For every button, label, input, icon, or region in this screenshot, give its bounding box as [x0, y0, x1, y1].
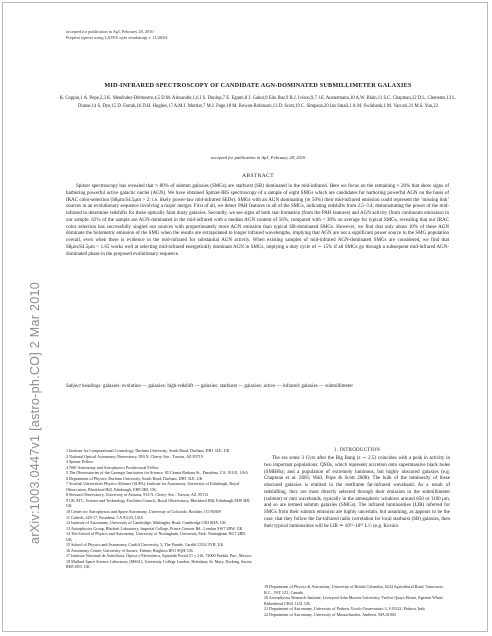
page-frame [2, 2, 488, 632]
footnote: 22 Department of Astronomy, University of Massachusetts, Amherst, MA 01003 [264, 611, 396, 617]
footnote: 20 Astrophysics Research Institute, Liverpool John Moores University, Twelve Quays House, Egerton Wharf, Birkenhead CH41 1LD, UK [264, 595, 444, 606]
header-line-1: accepted for publication in ApJ, February 28, 2010 [66, 29, 154, 34]
preprint-header [66, 29, 167, 41]
footnote: 7 Scottish Universities Physics Alliance (SUPA), Institute for Astronomy, University of Edinburgh, Royal Observatory, Blackford Hill, Edinburgh, EH9 3HJ, UK [66, 481, 240, 492]
footnote: 3 Spitzer Fellow [66, 459, 94, 465]
author-list: K. Coppin,1 A. Pope,2,3 K. Menéndez-Delmestre,4,5 D.M. Alexander,1,6 J.S. Dunlop,7 E. Egami,8 J. Gabor,8 Edo Ibar,9 R.J. Ivison,9,7 J.E. Austermann,10 A.W. Blain,11 S.C. Chapman,12 D.L. Clements,13 L. Dunne,14 S. Dye,15 D. Farrah,16 D.H. Hughes,17 A.M.J. Mortier,7 M.J. Page,18 M. Rowan-Robinson,13 D. Scott,19 C. Simpson,20 Ian Smail,1 A.M. Swinbank,1 M. Vaccari,21 M.S. Yun,22 [59, 96, 457, 110]
acceptance-note: accepted for publication in ApJ, February 28, 2010 [210, 155, 306, 160]
footnote: 8 Steward Observatory, University of Arizona, 933 N. Cherry Ave., Tucson, AZ, 85721 [66, 492, 209, 498]
footnote: 12 Institute of Astronomy, University of Cambridge, Madingley Road, Cambridge CB3 0HA, UK [66, 520, 227, 526]
paper-title: MID-INFRARED SPECTROSCOPY OF CANDIDATE AGN-DOMINATED SUBMILLIMETER GALAXIES [104, 82, 412, 89]
footnote: 2 National Optical Astronomy Observatory, 950 N. Cherry Ave., Tucson, AZ 85719 [66, 453, 203, 459]
footnote: 18 Mullard Space Science Laboratory (MSSL), University College London, Holmbury St. Mary, Dorking, Surrey RH5 6NT, UK [66, 558, 252, 570]
abstract-heading: ABSTRACT [242, 173, 274, 179]
abstract-text: Spitzer spectroscopy has revealed that ≈ 80% of submm galaxies (SMGs) are starburst (SB) dominated in the mid-infrared. Here we focus on the remaining ≈ 20% that show signs of harboring powerful active galactic nuclei (AGN). We have obtained Spitzer-IRS spectroscopy of a sample of eight SMGs which are candidates for harboring powerful AGN on the basis of IRAC color-selection (S8μm/S4.5μm > 2; i.e. likely power-law mid-infrared SEDs). SMGs with an AGN dominating (≳ 50%) their mid-infrared emission could represent the ‘missing link’ sources in an evolutionary sequence involving a major merger. First of all, we detect PAH features in all of the SMGs, indicating redshifts from 2.5–3.4, demonstrating the power of the mid-infrared to determine redshifts for these optically faint dusty galaxies. Secondly, we see signs of both star-formation (from the PAH features) and AGN activity (from continuum emission) in our sample: 62% of the sample are AGN-dominated in the mid-infrared with a median AGN content of 56%, compared with < 30% on average for typical SMGs, revealing that our IRAC color selection has successfully singled out sources with proportionately more AGN emission than typical SB-dominated SMGs. However, we find that only about 10% of these AGN dominate the bolometric emission of the SMG when the results are extrapolated to longer infrared wavelengths, implying that AGN are not a significant power source to the SMG population overall, even when there is evidence in the mid-infrared for substantial AGN activity. When existing samples of mid-infrared AGN-dominated SMGs are considered, we find that S8μm/S4.5μm > 1.65 works well at selecting mid-infrared energetically dominant AGN in SMGs, implying a duty cycle of ∼ 15% if all SMGs go through a subsequent mid-infrared AGN-dominated phase in the proposed evolutionary sequence. [66, 184, 449, 257]
footnote: 11 Caltech, 249-17, Pasadena, CA 91125, USA [66, 514, 144, 520]
subject-headings [66, 384, 449, 391]
footnote: 14 The School of Physics and Astronomy, University of Nottingham, University Park, Nottingham NG7 2RD, UK [66, 531, 247, 542]
footnote: 9 UK ATC, Science and Technology Facilities Council, Royal Observatory, Blackford Hill, Edinburgh EH9 3HJ, UK [66, 497, 251, 509]
affiliation-footnotes-left [66, 448, 252, 570]
footnote: 17 Instituto Nacional de Astrofísica, Óptica y Electrónica, Apartado Postal 51 y 216, 72000 Puebla, Pue., Mexico [66, 553, 252, 559]
footnote: 13 Astrophysics Group, Blackett Laboratory, Imperial College, Prince Consort Rd., London SW7 2BW, UK [66, 525, 243, 531]
footnote: 19 Department of Physics & Astronomy, University of British Columbia, 6224 Agricultural Road, Vancouver, B.C., V6T 1Z1, Canada [264, 584, 444, 595]
subject-headings-label: Subject headings: [66, 384, 102, 389]
introduction-text: The era some 3 Gyrs after the Big Bang (z ∼ 2.5) coincides with a peak in activity in two important populations: QSOs, which represent accretion onto supermassive black holes (SMBHs); and a population of extremely luminous, but highly obscured galaxies (e.g. Chapman et al. 2005; Wall, Pope & Scott 2008). The bulk of the luminosity of these obscured galaxies is emitted in the restframe far-infrared waveband. As a result of redshifting, they are most directly selected through their emission in the submillimeter (submm) or mm wavebands, typically in the atmospheric windows around 850 or 1100 μm, and so are termed submm galaxies (SMGs). The infrared luminosities (LIR) inferred for SMGs from their submm emission are highly uncertain, but assuming, as appears to be the case, that they follow the far-infrared radio correlation for local starburst (SB) galaxies, then their typical luminosities will be LIR ≃ 10¹²–10¹³ L☉ (e.g. Kovács [264, 456, 450, 529]
footnote: 21 Department of Astronomy, University of Padova, Vicolo Osservatorio 3, I-35122, Padova, Italy [264, 606, 426, 612]
subject-headings-text: galaxies: evolution — galaxies: high-redshift — galaxies: starburst — galaxies: active — infrared: galaxies — submillimeter [102, 384, 354, 389]
footnote: 16 Astronomy Centre, University of Sussex, Falmer, Brighton BN1 9QH, UK [66, 547, 194, 553]
footnote: 4 NSF Astronomy and Astrophysics Postdoctoral Fellow [66, 464, 159, 470]
footnote: 6 Department of Physics, Durham University, South Road, Durham, DH1 3LE, UK [66, 475, 203, 481]
arxiv-identifier: arXiv:1003.0447v1 [astro-ph.CO] 2 Mar 2010 [28, 281, 42, 545]
footnote: 10 Center for Astrophysics and Space Astronomy, University of Colorado, Boulder, CO 80309 [66, 509, 221, 515]
footnote: 1 Institute for Computational Cosmology, Durham University, South Road, Durham, DH1 3LE, UK [66, 448, 230, 453]
footnote: 15 School of Physics and Astronomy, Cardiff University, 5, The Parade, Cardiff CF24 3YB, UK [66, 542, 224, 548]
footnote: 5 The Observatories of the Carnegie Institution for Science, 813 Santa Barbara St., Pasadena, CA, 91101, USA [66, 470, 248, 476]
introduction-heading: 1. INTRODUCTION [333, 448, 381, 453]
affiliation-footnotes-right [264, 584, 450, 617]
header-line-2: Preprint typeset using LATEX style emulateapj v. 11/26/04 [66, 35, 168, 40]
